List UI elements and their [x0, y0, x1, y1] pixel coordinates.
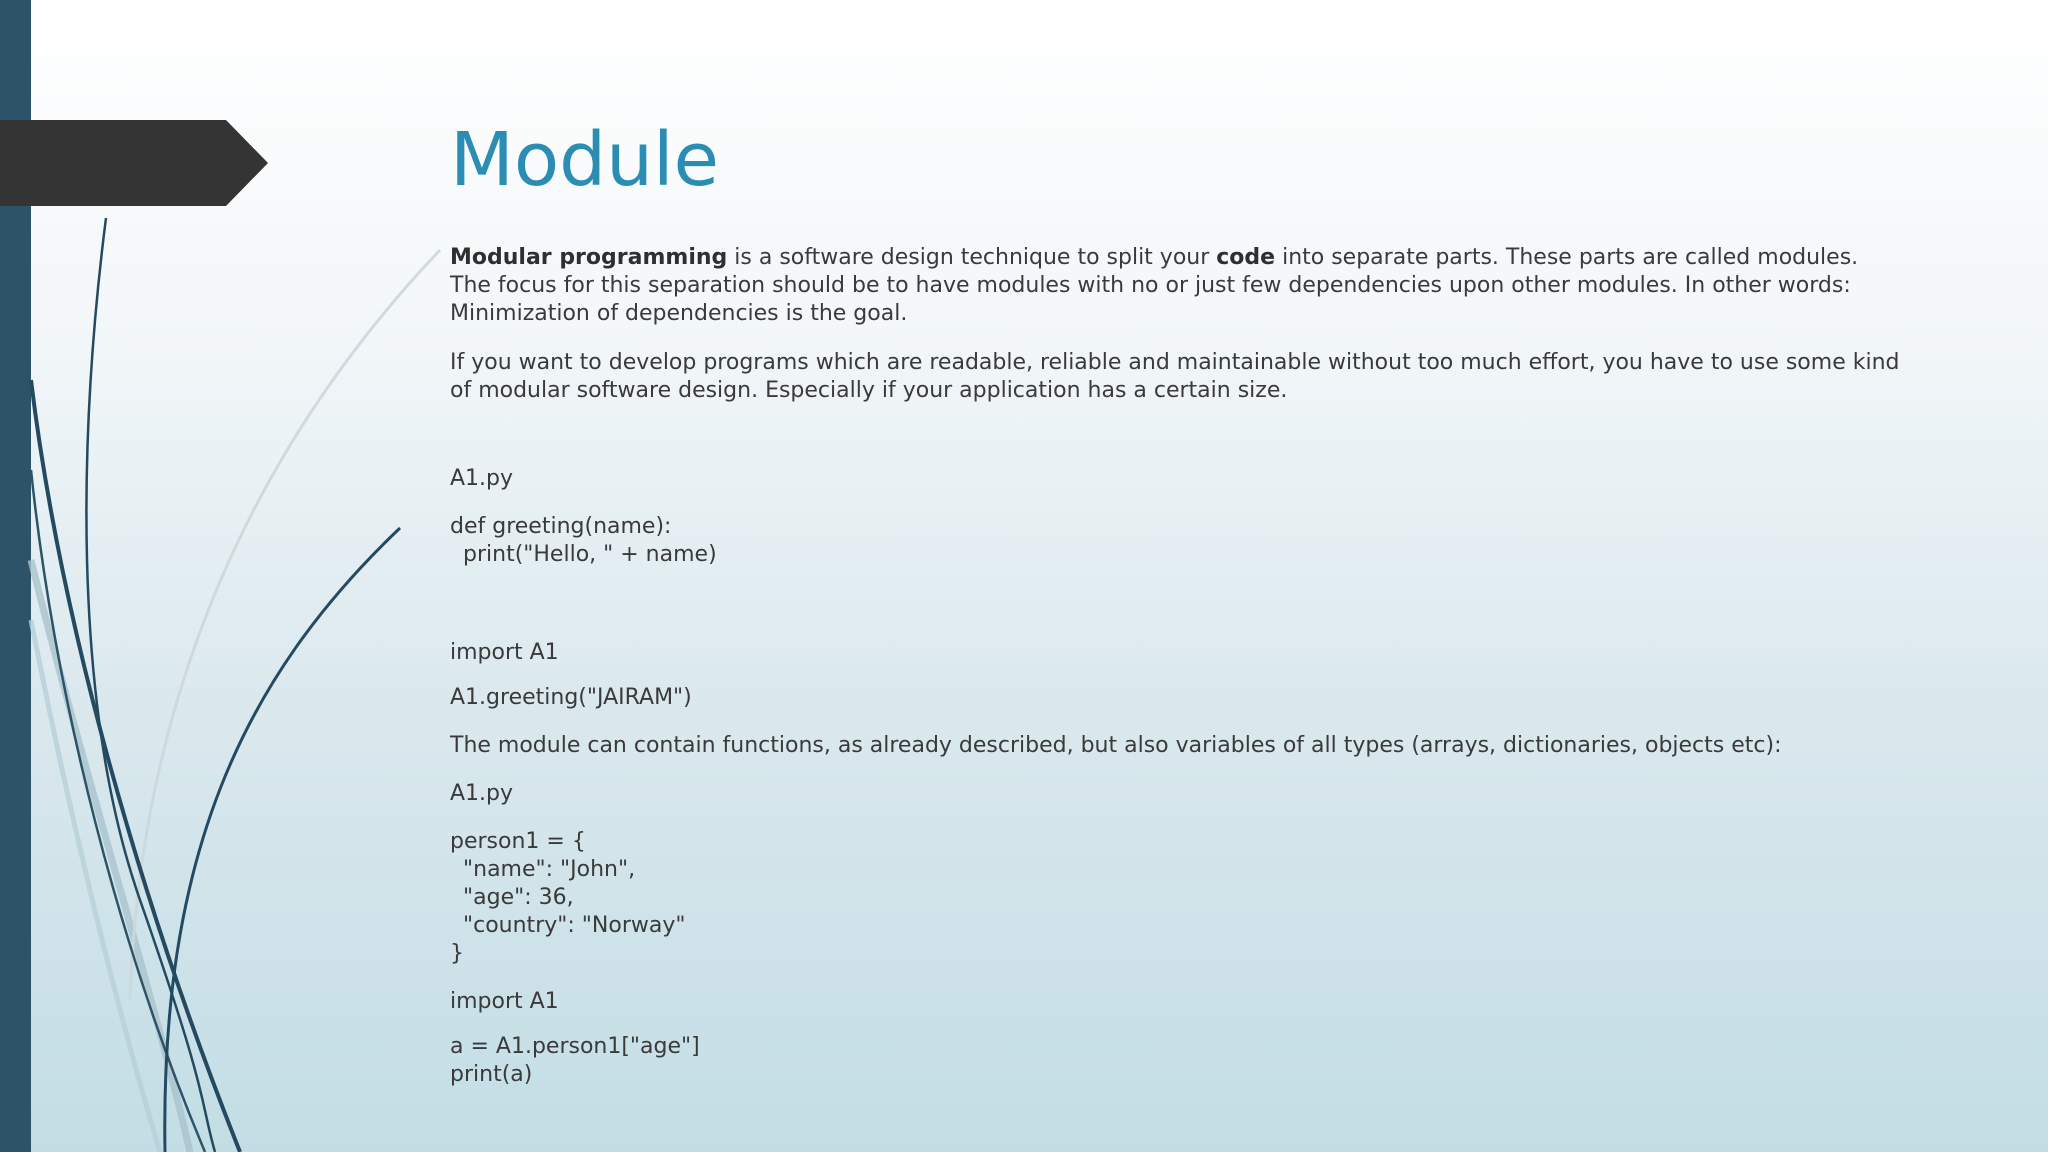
slide-content	[450, 244, 1905, 1089]
code-line: "country": "Norway"	[463, 913, 686, 938]
code-block-greeting	[450, 513, 1905, 569]
bold-term-code: code	[1216, 245, 1276, 270]
paragraph-modular-programming	[450, 244, 1905, 328]
code-line: person1 = {	[450, 829, 586, 854]
paragraph-module-variables: The module can contain functions, as already described, but also variables of all types (arrays, dictionaries, objects etc):	[450, 733, 1782, 758]
import-statement: import A1	[450, 640, 559, 665]
code-line: a = A1.person1["age"]	[450, 1034, 700, 1059]
code-line: "age": 36,	[463, 885, 574, 910]
bold-term-modular-programming: Modular programming	[450, 245, 728, 270]
paragraph-text: is a software design technique to split your	[727, 245, 1217, 270]
paragraph-text: into separate parts. These parts are called modules. The focus for this separation should be to have modules with no or just few dependencies upon other modules. In other words: Minimization of dependencies is the goal.	[450, 245, 1859, 326]
file-name-label: A1.py	[450, 781, 514, 806]
code-block-access	[450, 1033, 1905, 1089]
code-line-call: A1.greeting("JAIRAM")	[450, 685, 692, 710]
code-block-person	[450, 828, 1905, 968]
import-statement: import A1	[450, 989, 559, 1014]
code-line: print(a)	[450, 1062, 533, 1087]
paragraph-readable-programs: If you want to develop programs which are readable, reliable and maintainable without too much effort, you have to use some kind of modular software design. Especially if your application has a certain size.	[450, 350, 1900, 403]
slide-title: Module	[450, 117, 720, 203]
code-line: def greeting(name):	[450, 514, 672, 539]
file-name-label: A1.py	[450, 466, 514, 491]
code-line: print("Hello, " + name)	[463, 542, 717, 567]
code-line: "name": "John",	[463, 857, 636, 882]
arrow-shape	[0, 120, 270, 206]
code-line: }	[450, 941, 464, 966]
